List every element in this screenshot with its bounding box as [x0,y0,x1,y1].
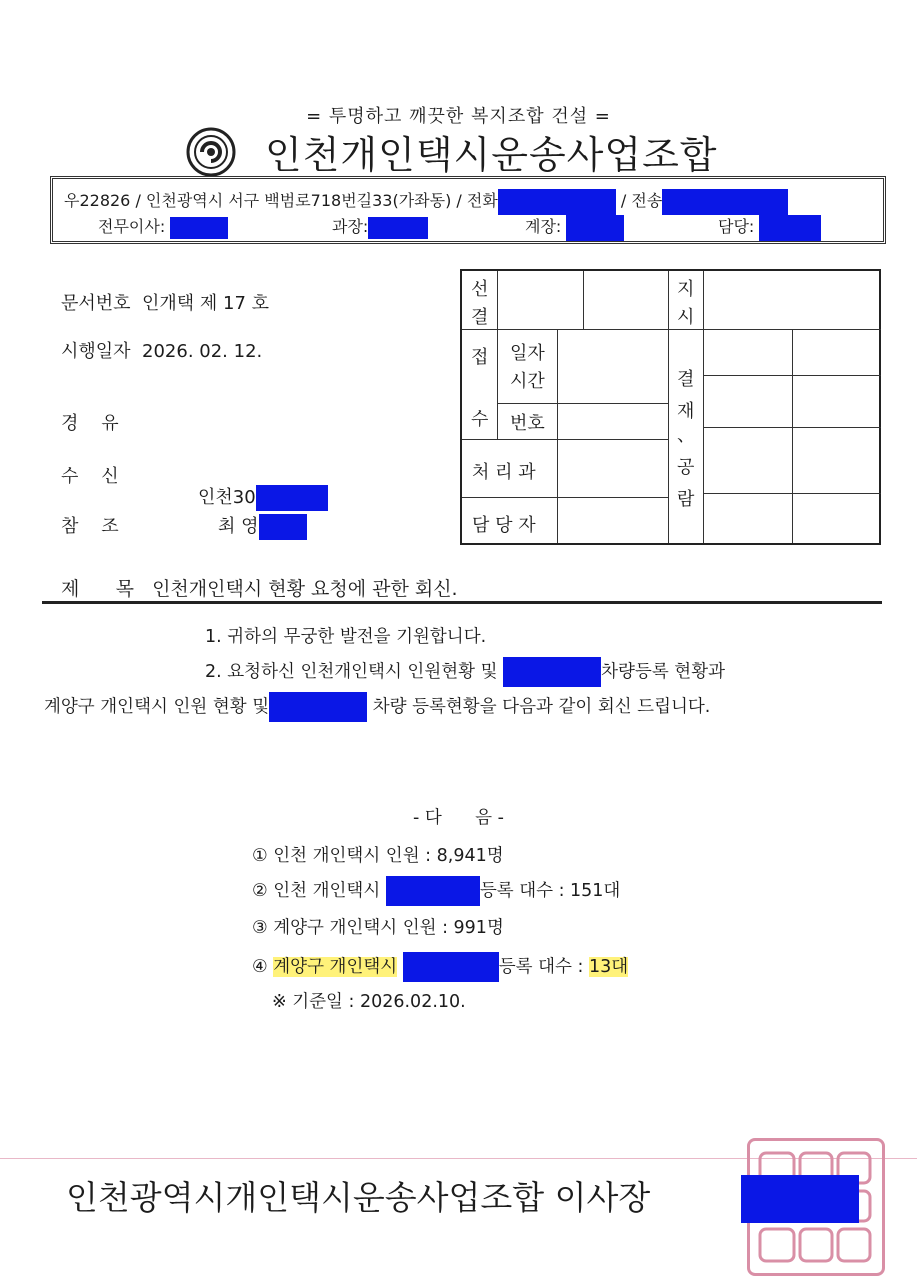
slogan: = 투명하고 깨끗한 복지조합 건설 = [306,106,611,127]
redacted-chief [566,215,624,241]
doc-number [61,289,269,315]
via-label: 경 유 [61,413,119,434]
redacted-recipient [256,485,328,511]
subject-divider [42,601,882,604]
issue-date [61,337,262,363]
receipt-su: 수 [471,409,489,430]
processing-dept-label: 처 리 과 [472,462,536,483]
gyeolje-5: 람 [677,489,695,510]
redacted-p2 [503,657,601,687]
redacted-fax [662,189,788,215]
reference-text: 최 영 [218,516,259,537]
detail-item-2-b: 등록 대수 : 151대 [479,881,621,901]
gyeolje-4: 공 [677,457,695,478]
subject-text: 인천개인택시 현황 요청에 관한 회신. [152,578,458,600]
doc-number-label: 문서번호 [61,293,131,314]
paragraph-1: 1. 귀하의 무궁한 발전을 기원합니다. [205,627,487,647]
receipt-jeop: 접 [471,347,489,368]
address-text: 우22826 / 인천광역시 서구 백범로718번길33(가좌동) / 전화 [64,191,498,210]
staff-field [718,214,821,241]
detail-item-1: ① 인천 개인택시 인원 : 8,941명 [252,846,504,866]
manager-field [332,214,428,239]
org-title: 인천개인택시운송사업조합 [265,133,718,177]
subject-line [61,574,458,601]
chief-label: 계장: [525,217,562,236]
redacted-item-4 [403,952,499,982]
subject-label: 제 목 [61,578,134,600]
redacted-staff [759,215,821,241]
issue-date-value: 2026. 02. 12. [142,341,263,362]
detail-item-4 [252,952,628,982]
paragraph-2-b: 차량등록 현황과 [601,662,726,682]
union-emblem-icon [186,127,236,177]
paragraph-3 [44,692,710,722]
receipt-date-label: 일자 [510,343,545,364]
fax-label: / 전송 [620,191,663,210]
staff-label: 담당: [718,217,755,236]
paragraph-2-a: 2. 요청하신 인천개인택시 인원현황 및 [205,662,498,682]
chief-field [525,214,624,241]
approval-gyeol: 결 [471,307,489,328]
receipt-time-label: 시간 [510,371,545,392]
redacted-p3 [269,692,367,722]
manager-label: 과장: [332,217,369,236]
redacted-chairman-name [741,1175,859,1223]
paragraph-3-a: 계양구 개인택시 인원 현황 및 [44,697,270,717]
reference-label: 참 조 [61,516,119,537]
paragraph-2 [205,657,725,687]
recipient-text: 인천30 [198,487,256,508]
detail-item-4-highlight-b: 13대 [589,957,629,977]
doc-number-value: 인개택 제 17 호 [142,293,270,314]
redacted-director [170,217,228,239]
paragraph-3-b: 차량 등록현황을 다음과 같이 회신 드립니다. [372,697,711,717]
director-label: 전무이사: [98,217,166,236]
gyeolje-1: 결 [677,369,695,390]
reference-value [218,512,307,540]
approval-sun: 선 [471,279,489,300]
detail-item-4-highlight-a: 계양구 개인택시 [273,957,398,977]
person-in-charge-label: 담 당 자 [472,515,536,536]
redacted-phone [498,189,616,215]
issue-date-label: 시행일자 [61,341,131,362]
detail-item-4-num: ④ [252,957,268,977]
detail-item-4-b: 등록 대수 : [498,957,584,977]
gyeolje-3: 、 [677,425,695,446]
approval-si: 시 [677,307,695,328]
details-heading: - 다 음 - [413,808,504,828]
approval-ji: 지 [677,279,695,300]
approval-table [460,269,881,545]
footer-signature-text: 인천광역시개인택시운송사업조합 이사장 [66,1178,651,1217]
redacted-item-2 [386,876,480,906]
redacted-manager [368,217,428,239]
recipient-value [198,483,328,511]
address-line [64,188,788,215]
footer-signature [66,1172,650,1219]
director-field [98,214,228,239]
redacted-reference [259,514,307,540]
receipt-number-label: 번호 [510,413,545,434]
detail-item-3: ③ 계양구 개인택시 인원 : 991명 [252,918,504,938]
recipient-label: 수 신 [61,466,119,487]
detail-item-2 [252,876,620,906]
detail-item-2-a: ② 인천 개인택시 [252,881,381,901]
base-date: ※ 기준일 : 2026.02.10. [272,992,466,1012]
gyeolje-2: 재 [677,401,695,422]
